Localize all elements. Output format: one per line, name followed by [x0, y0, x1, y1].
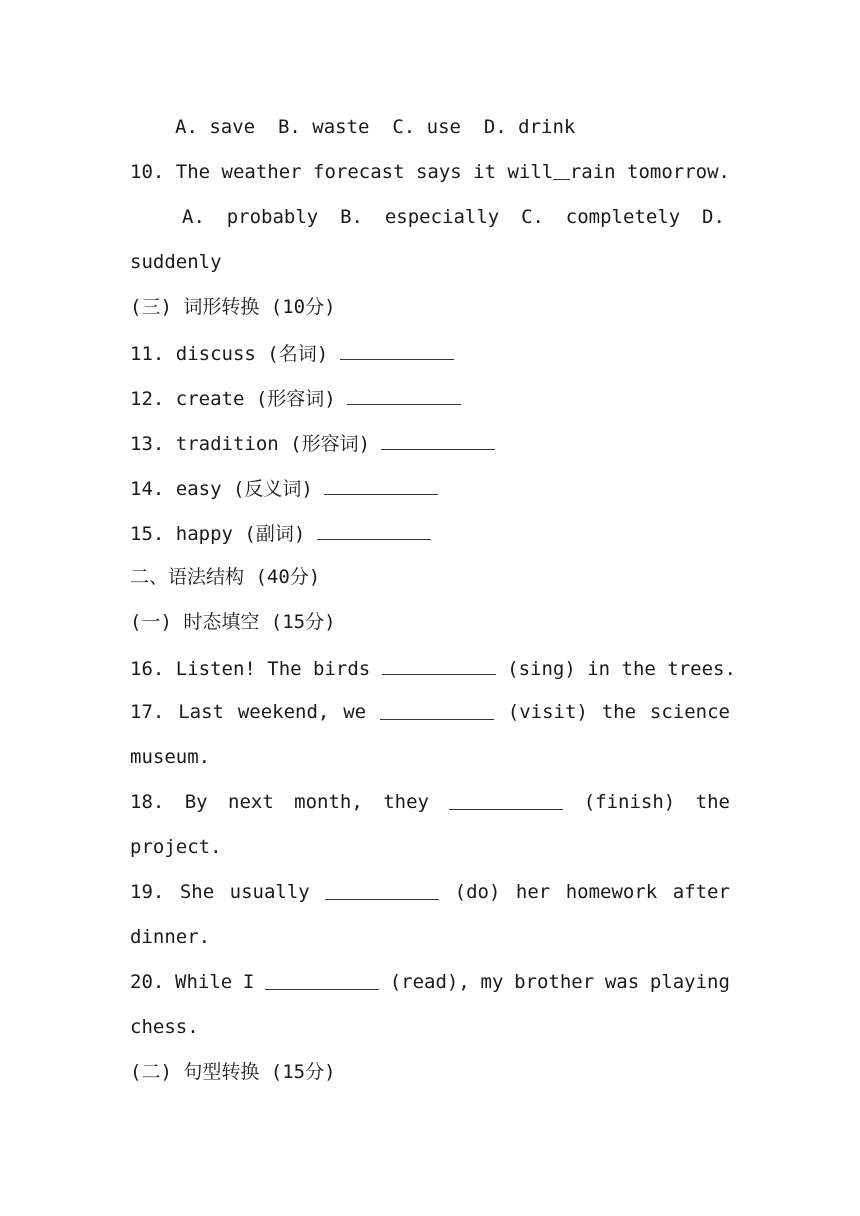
word-form-prompt: 14. easy (反义词) — [130, 478, 313, 500]
word-form-prompt: 15. happy (副词) — [130, 523, 306, 545]
q10-answer-blank[interactable] — [553, 159, 570, 180]
word-form-answer-blank[interactable] — [381, 429, 495, 450]
word-form-prompt: 13. tradition (形容词) — [130, 433, 371, 455]
q18-number: 18. — [130, 791, 165, 813]
q9-options: A. save B. waste C. use D. drink — [175, 116, 576, 138]
q20-word: I — [242, 971, 255, 993]
word-form-answer-blank[interactable] — [340, 339, 454, 360]
q17-continuation: museum. — [130, 746, 211, 768]
q17-number: 17. — [130, 701, 165, 723]
q16 — [130, 654, 736, 682]
q19-answer-blank[interactable] — [325, 879, 439, 900]
word-form-item-12 — [130, 384, 461, 412]
word-form-answer-blank[interactable] — [324, 474, 438, 495]
q17-verb-hint: (visit) — [507, 701, 588, 723]
q10-option-b-letter: B. — [340, 206, 363, 228]
q20-word: brother — [514, 971, 595, 993]
q10-option-d-word: suddenly — [130, 251, 222, 273]
q10-option-b-word: especially — [384, 206, 500, 228]
q20-answer-blank[interactable] — [265, 969, 379, 990]
q16-stem-before: 16. Listen! The birds — [130, 658, 371, 680]
q18-word: month, — [294, 791, 363, 813]
q10-option-c-word: completely — [565, 206, 681, 228]
q18-answer-blank[interactable] — [449, 789, 563, 810]
word-form-item-15 — [130, 519, 431, 547]
q20-word: While — [175, 971, 233, 993]
q10-stem-before: 10. The weather forecast says it will — [130, 161, 554, 183]
q19-verb-hint: (do) — [454, 881, 501, 903]
q17-answer-blank[interactable] — [380, 699, 494, 720]
q19 — [130, 879, 730, 905]
word-form-item-13 — [130, 429, 495, 457]
q20-word: was — [604, 971, 640, 993]
q17-word: the — [601, 701, 637, 723]
q19-word: usually — [229, 881, 310, 903]
q10-option-a-letter: A. — [182, 206, 205, 228]
q16-stem-after: (sing) in the trees. — [507, 658, 736, 680]
q18-word: they — [383, 791, 429, 813]
word-form-item-11 — [130, 339, 454, 367]
q18-verb-hint: (finish) — [583, 791, 676, 813]
q16-answer-blank[interactable] — [382, 654, 496, 675]
q18-word: the — [695, 791, 730, 813]
q18-continuation: project. — [130, 836, 222, 858]
q10-option-c-letter: C. — [521, 206, 544, 228]
q18-word: next — [228, 791, 274, 813]
q17-word: we — [343, 701, 367, 723]
q17-word: science — [649, 701, 730, 723]
q17 — [130, 699, 730, 725]
q17-word: weekend, — [237, 701, 330, 723]
q20-word: playing — [649, 971, 730, 993]
word-form-answer-blank[interactable] — [317, 519, 431, 540]
q20 — [130, 969, 730, 995]
q19-word: her — [515, 881, 551, 903]
q10-stem-after: rain tomorrow. — [569, 161, 730, 183]
q19-word: She — [179, 881, 215, 903]
q19-number: 19. — [130, 881, 165, 903]
section-word-forms-heading: (三) 词形转换 (10分) — [130, 296, 336, 318]
q10-option-d-letter: D. — [702, 206, 725, 228]
q20-verb-hint: (read), — [389, 971, 470, 993]
q20-number: 20. — [130, 971, 165, 993]
q20-continuation: chess. — [130, 1016, 199, 1038]
q10-option-a-word: probably — [226, 206, 319, 228]
q19-continuation: dinner. — [130, 926, 211, 948]
word-form-answer-blank[interactable] — [347, 384, 461, 405]
q18 — [130, 789, 730, 815]
q10-stem — [130, 159, 730, 185]
section-transform-heading: (二) 句型转换 (15分) — [130, 1061, 336, 1083]
word-form-prompt: 12. create (形容词) — [130, 388, 336, 410]
section-grammar-heading: 二、语法结构 (40分) — [130, 566, 321, 588]
section-tense-heading: (一) 时态填空 (15分) — [130, 611, 336, 633]
q20-word: my — [480, 971, 504, 993]
word-form-item-14 — [130, 474, 438, 502]
q19-word: homework — [565, 881, 658, 903]
q17-word: Last — [178, 701, 224, 723]
q19-word: after — [672, 881, 730, 903]
q10-options — [182, 204, 725, 230]
word-form-prompt: 11. discuss (名词) — [130, 343, 329, 365]
q18-word: By — [184, 791, 208, 813]
